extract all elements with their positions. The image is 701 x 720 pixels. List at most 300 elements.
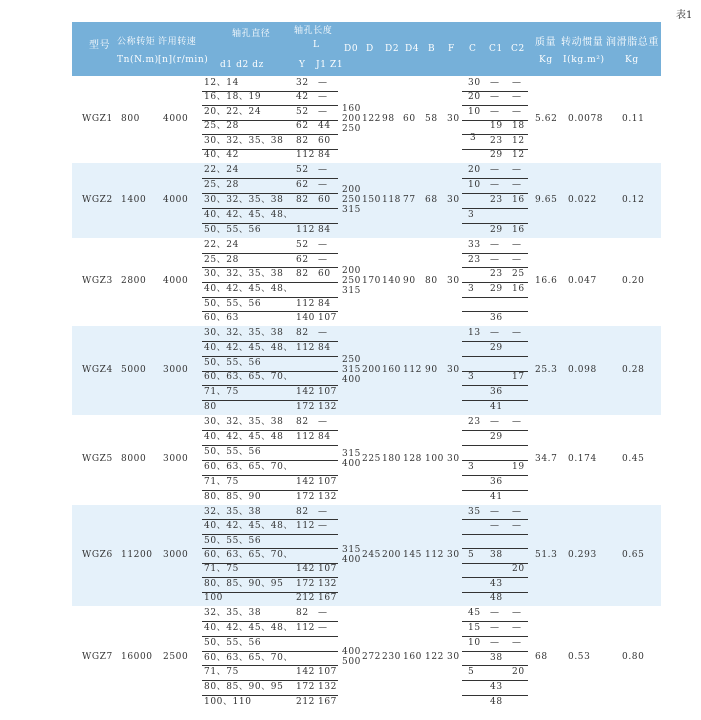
wgz5-row-4-Y: 142 — [296, 477, 315, 487]
wgz1-row-1-Y: 42 — [296, 92, 309, 103]
wgz2-row-4-J1: 84 — [318, 225, 331, 235]
wgz3-row-0-C1: — — [490, 239, 500, 250]
wgz5-row-0-C: 23 — [468, 417, 481, 427]
wgz3-row-5-J1: 107 — [318, 313, 337, 324]
wgz4-speed: 3000 — [163, 364, 189, 375]
wgz4-row-5-C1: 41 — [490, 402, 503, 413]
wgz7-row-4-d: 71、75 — [204, 667, 239, 678]
row-divider — [202, 385, 338, 386]
wgz3-row-2-C1: 23 — [490, 269, 503, 280]
wgz4-F: 30 — [447, 364, 460, 375]
wgz2-F: 30 — [447, 194, 460, 205]
wgz1-row-4-Y: 82 — [296, 135, 309, 146]
wgz3-row-3-C: 3 — [468, 283, 475, 294]
row-divider — [462, 445, 528, 446]
row-divider — [202, 208, 338, 209]
wgz6-row-1-d: 40、42、45、48、 — [204, 521, 294, 532]
wgz3-inertia: 0.047 — [568, 276, 597, 286]
wgz4-row-4-C1: 36 — [490, 387, 503, 398]
row-divider — [202, 519, 338, 520]
wgz7-row-5-d: 80、85、90、95 — [204, 682, 284, 693]
wgz1-D: 122 — [362, 113, 381, 124]
wgz1-row-3-C2: 18 — [512, 121, 525, 132]
wgz2-row-2-C2: 16 — [512, 195, 525, 205]
wgz7-row-2-C2: — — [512, 637, 522, 648]
wgz2-row-1-J1: — — [318, 180, 328, 190]
wgz1-row-4-d: 30、32、35、38 — [204, 135, 284, 146]
wgz6-F: 30 — [447, 549, 460, 560]
wgz6-row-5-Y: 172 — [296, 578, 315, 589]
wgz7-model: WGZ7 — [82, 652, 113, 662]
wgz2-D2: 118 — [382, 194, 401, 205]
wgz2-row-4-d: 50、55、56 — [204, 225, 262, 235]
wgz1-row-0-C: 30 — [468, 77, 481, 88]
row-divider — [202, 475, 338, 476]
wgz1-row-2-d: 20、22、24 — [204, 106, 262, 117]
wgz6-D0-0: 315 — [342, 544, 361, 555]
wgz1-F: 30 — [447, 113, 460, 124]
row-divider — [202, 193, 338, 194]
header-allowed-speed: 许用转速 — [158, 37, 197, 47]
wgz2-row-2-J1: 60 — [318, 195, 331, 205]
wgz5-row-5-d: 80、85、90 — [204, 492, 262, 502]
wgz3-row-0-C2: — — [512, 239, 522, 250]
wgz7-grease: 0.80 — [622, 652, 645, 662]
wgz3-row-2-C2: 25 — [512, 269, 525, 280]
wgz6-row-6-Y: 212 — [296, 593, 315, 604]
wgz2-D: 150 — [362, 194, 381, 205]
row-divider — [462, 356, 528, 357]
wgz4-D0-1: 315 — [342, 364, 361, 375]
wgz4-row-0-C1: — — [490, 327, 500, 338]
row-divider — [462, 208, 528, 209]
wgz1-inertia: 0.0078 — [568, 113, 604, 124]
header-C1: C1 — [489, 44, 503, 54]
wgz5-F: 30 — [447, 454, 460, 464]
wgz7-row-0-C1: — — [490, 607, 500, 618]
header-inertia-unit: I(kg.m²) — [563, 55, 605, 65]
wgz7-row-1-C2: — — [512, 622, 522, 633]
wgz4-row-1-Y: 112 — [296, 342, 315, 353]
wgz7-row-6-C1: 48 — [490, 697, 503, 708]
wgz3-row-5-C1: 36 — [490, 313, 503, 324]
wgz6-row-6-C1: 48 — [490, 593, 503, 604]
table-caption: 表1 — [676, 10, 693, 21]
wgz7-row-5-C1: 43 — [490, 682, 503, 693]
wgz4-row-4-J1: 107 — [318, 387, 337, 398]
wgz6-row-3-C: 5 — [468, 550, 475, 560]
wgz6-row-1-Y: 112 — [296, 521, 315, 532]
wgz1-row-0-C2: — — [512, 77, 522, 88]
wgz3-F: 30 — [447, 276, 460, 286]
row-divider — [462, 223, 528, 224]
wgz1-model: WGZ1 — [82, 113, 113, 124]
wgz3-row-2-Y: 82 — [296, 269, 309, 280]
wgz2-row-2-Y: 82 — [296, 195, 309, 205]
wgz7-row-4-C2: 20 — [512, 667, 525, 678]
wgz1-row-2-C: 10 — [468, 106, 481, 117]
header-D: D — [366, 44, 374, 54]
wgz2-row-0-C2: — — [512, 165, 522, 175]
wgz6-row-0-d: 32、35、38 — [204, 506, 262, 517]
row-divider — [462, 267, 528, 268]
wgz6-row-4-Y: 142 — [296, 564, 315, 575]
wgz2-row-4-Y: 112 — [296, 225, 315, 235]
wgz3-row-4-d: 50、55、56 — [204, 298, 262, 309]
wgz3-row-1-C2: — — [512, 254, 522, 265]
wgz1-D4: 60 — [403, 113, 416, 124]
wgz4-grease: 0.28 — [622, 364, 645, 375]
wgz6-row-0-C: 35 — [468, 506, 481, 517]
wgz3-row-2-d: 30、32、35、38 — [204, 269, 284, 280]
row-divider — [202, 577, 338, 578]
header-F: F — [448, 44, 455, 54]
wgz2-row-1-Y: 62 — [296, 180, 309, 190]
wgz3-row-0-d: 22、24 — [204, 239, 239, 250]
row-divider — [462, 460, 528, 461]
wgz6-grease: 0.65 — [622, 549, 645, 560]
wgz1-row-4-J1: 60 — [318, 135, 331, 146]
wgz3-row-5-d: 60、63 — [204, 313, 239, 324]
wgz3-row-4-J1: 84 — [318, 298, 331, 309]
wgz5-speed: 3000 — [163, 454, 189, 464]
wgz1-row-1-C: 20 — [468, 92, 481, 103]
row-divider — [462, 475, 528, 476]
wgz5-row-3-C: 3 — [468, 462, 475, 472]
row-divider — [462, 385, 528, 386]
wgz3-D2: 140 — [382, 276, 401, 286]
wgz7-row-6-d: 100、110 — [204, 697, 252, 708]
wgz7-row-3-d: 60、63、65、70、 — [204, 652, 294, 663]
wgz5-row-1-Y: 112 — [296, 432, 315, 442]
wgz5-row-0-Y: 82 — [296, 417, 309, 427]
wgz2-D4: 77 — [403, 194, 416, 205]
wgz3-grease: 0.20 — [622, 276, 645, 286]
wgz7-row-6-J1: 167 — [318, 697, 337, 708]
wgz1-row-5-C1: 29 — [490, 150, 503, 161]
wgz7-row-1-Y: 112 — [296, 622, 315, 633]
wgz1-row-0-d: 12、14 — [204, 77, 239, 88]
wgz7-row-2-d: 50、55、56 — [204, 637, 262, 648]
wgz1-row-2-C1: — — [490, 106, 500, 117]
wgz5-D0-1: 400 — [342, 459, 361, 469]
wgz4-row-4-Y: 142 — [296, 387, 315, 398]
wgz6-row-1-C2: — — [512, 521, 522, 532]
wgz6-inertia: 0.293 — [568, 549, 597, 560]
wgz3-row-1-C1: — — [490, 254, 500, 265]
wgz6-model: WGZ6 — [82, 549, 113, 560]
wgz5-row-4-J1: 107 — [318, 477, 337, 487]
row-divider — [202, 460, 338, 461]
wgz5-model: WGZ5 — [82, 454, 113, 464]
header-Y: Y — [299, 60, 306, 70]
wgz3-row-1-d: 25、28 — [204, 254, 239, 265]
wgz1-row-5-J1: 84 — [318, 150, 331, 161]
wgz5-inertia: 0.174 — [568, 454, 597, 464]
wgz5-row-1-J1: 84 — [318, 432, 331, 442]
row-divider — [462, 297, 528, 298]
wgz2-D0-0: 200 — [342, 184, 361, 195]
wgz5-row-3-C2: 19 — [512, 462, 525, 472]
wgz2-speed: 4000 — [163, 194, 189, 205]
row-divider — [202, 430, 338, 431]
row-divider — [462, 665, 528, 666]
row-divider — [462, 519, 528, 520]
header-D2: D2 — [385, 44, 400, 54]
row-divider — [202, 311, 338, 312]
wgz6-row-4-C2: 20 — [512, 564, 525, 575]
wgz2-row-4-C2: 16 — [512, 225, 525, 235]
wgz1-row-0-C1: — — [490, 77, 500, 88]
header-mass: 质量 — [535, 37, 557, 48]
wgz3-row-5-Y: 140 — [296, 313, 315, 324]
wgz5-mass: 34.7 — [535, 454, 558, 464]
header-d-columns: d1 d2 dz — [220, 60, 264, 70]
wgz5-B: 100 — [425, 454, 444, 464]
wgz7-row-1-C: 15 — [468, 622, 481, 633]
wgz1-row-1-C2: — — [512, 92, 522, 103]
wgz5-row-3-d: 60、63、65、70、 — [204, 462, 294, 472]
wgz3-row-4-Y: 112 — [296, 298, 315, 309]
wgz2-row-0-Y: 52 — [296, 165, 309, 175]
wgz2-row-1-C: 10 — [468, 180, 481, 190]
wgz1-row-1-d: 16、18、19 — [204, 92, 262, 103]
wgz3-row-0-J1: — — [318, 239, 328, 250]
row-divider — [462, 695, 528, 696]
wgz2-row-2-C1: 23 — [490, 195, 503, 205]
wgz4-inertia: 0.098 — [568, 364, 597, 375]
wgz7-row-4-C: 5 — [468, 667, 475, 678]
wgz7-row-1-J1: — — [318, 622, 328, 633]
wgz5-row-0-C1: — — [490, 417, 500, 427]
wgz2-row-0-d: 22、24 — [204, 165, 239, 175]
wgz6-row-5-J1: 132 — [318, 578, 337, 589]
wgz3-row-2-J1: 60 — [318, 269, 331, 280]
wgz1-row-3-J1: 44 — [318, 121, 331, 132]
wgz4-row-5-d: 80 — [204, 402, 217, 413]
wgz4-row-3-C: 3 — [468, 372, 475, 383]
wgz1-row-5-d: 40、42 — [204, 150, 239, 161]
wgz6-row-0-C1: — — [490, 506, 500, 517]
wgz1-torque: 800 — [121, 113, 140, 124]
row-divider — [202, 680, 338, 681]
wgz4-D2: 160 — [382, 364, 401, 375]
wgz2-row-0-C: 20 — [468, 165, 481, 175]
wgz3-mass: 16.6 — [535, 276, 558, 286]
header-B: B — [428, 44, 436, 54]
wgz1-row-3-d: 25、28 — [204, 121, 239, 132]
wgz1-D2: 98 — [382, 113, 395, 124]
wgz7-D: 272 — [362, 652, 381, 662]
wgz5-row-1-d: 40、42、45、48 — [204, 432, 284, 442]
wgz4-mass: 25.3 — [535, 364, 558, 375]
wgz7-row-0-C: 45 — [468, 607, 481, 618]
wgz3-row-1-J1: — — [318, 254, 328, 265]
wgz6-row-2-d: 50、55、56 — [204, 535, 262, 546]
wgz4-model: WGZ4 — [82, 364, 113, 375]
wgz4-row-5-Y: 172 — [296, 402, 315, 413]
row-divider — [202, 223, 338, 224]
wgz2-D0-2: 315 — [342, 204, 361, 215]
header-model: 型号 — [89, 40, 111, 51]
header-C: C — [469, 44, 477, 54]
wgz5-row-4-d: 71、75 — [204, 477, 239, 487]
wgz7-mass: 68 — [535, 652, 548, 662]
wgz6-row-4-d: 71、75 — [204, 564, 239, 575]
header-bore-length-L: L — [313, 40, 320, 50]
wgz2-D0-1: 250 — [342, 194, 361, 205]
wgz1-row-3-C1: 19 — [490, 121, 503, 132]
wgz6-row-0-J1: — — [318, 506, 328, 517]
wgz2-row-0-J1: — — [318, 165, 328, 175]
wgz2-row-3-C: 3 — [468, 210, 475, 220]
wgz6-row-5-C1: 43 — [490, 578, 503, 589]
wgz4-D: 200 — [362, 364, 381, 375]
row-divider — [462, 577, 528, 578]
row-divider — [462, 311, 528, 312]
wgz7-row-0-Y: 82 — [296, 607, 309, 618]
wgz4-row-1-d: 40、42、45、48、 — [204, 342, 294, 353]
wgz5-row-1-C1: 29 — [490, 432, 503, 442]
row-divider — [202, 490, 338, 491]
wgz7-B: 122 — [425, 652, 444, 662]
wgz4-row-0-J1: — — [318, 327, 328, 338]
wgz7-torque: 16000 — [121, 652, 153, 662]
wgz5-row-4-C1: 36 — [490, 477, 503, 487]
wgz1-row-1-J1: — — [318, 92, 328, 103]
wgz1-speed: 4000 — [163, 113, 189, 124]
wgz3-row-3-C2: 16 — [512, 283, 525, 294]
header-allowed-speed-unit: [n](r/min) — [158, 55, 209, 65]
wgz2-row-1-C1: — — [490, 180, 500, 190]
wgz1-D0-2: 250 — [342, 123, 361, 134]
wgz6-D4: 145 — [403, 549, 422, 560]
wgz7-row-3-C1: 38 — [490, 652, 503, 663]
wgz6-row-6-J1: 167 — [318, 593, 337, 604]
wgz4-row-1-J1: 84 — [318, 342, 331, 353]
wgz4-row-0-d: 30、32、35、38 — [204, 327, 284, 338]
wgz2-model: WGZ2 — [82, 194, 113, 205]
wgz1-row-4-C2: 12 — [512, 135, 525, 146]
wgz7-row-6-Y: 212 — [296, 697, 315, 708]
row-divider — [462, 178, 528, 179]
row-divider — [462, 548, 528, 549]
wgz1-row-5-Y: 112 — [296, 150, 315, 161]
header-J1Z1: J1 Z1 — [316, 60, 344, 70]
header-C2: C2 — [511, 44, 525, 54]
wgz5-torque: 8000 — [121, 454, 147, 464]
wgz5-row-0-d: 30、32、35、38 — [204, 417, 284, 427]
wgz1-row-1-C1: — — [490, 92, 500, 103]
wgz4-row-3-C2: 17 — [512, 372, 525, 383]
wgz1-mass: 5.62 — [535, 113, 558, 124]
wgz7-D2: 230 — [382, 652, 401, 662]
wgz2-row-0-C1: — — [490, 165, 500, 175]
wgz4-D0-2: 400 — [342, 374, 361, 385]
header-mass-unit: Kg — [539, 55, 553, 65]
wgz5-grease: 0.45 — [622, 454, 645, 464]
row-divider — [462, 400, 528, 401]
wgz7-row-4-J1: 107 — [318, 667, 337, 678]
wgz5-row-0-J1: — — [318, 417, 328, 427]
wgz2-row-3-d: 40、42、45、48、 — [204, 210, 294, 220]
wgz7-inertia: 0.53 — [568, 652, 591, 662]
wgz3-D4: 90 — [403, 276, 416, 286]
wgz1-row-2-Y: 52 — [296, 106, 309, 117]
header-bore-diameter: 轴孔直径 — [232, 29, 271, 39]
wgz1-grease: 0.11 — [622, 113, 645, 124]
row-divider — [462, 490, 528, 491]
wgz7-D0-0: 400 — [342, 647, 361, 657]
wgz7-row-5-Y: 172 — [296, 682, 315, 693]
header-inertia: 转动惯量 — [561, 37, 604, 48]
wgz1-row-5-C2: 12 — [512, 150, 525, 161]
wgz4-row-4-d: 71、75 — [204, 387, 239, 398]
wgz4-torque: 5000 — [121, 364, 147, 375]
wgz4-row-3-d: 60、63、65、70、 — [204, 372, 294, 383]
wgz4-B: 90 — [425, 364, 438, 375]
row-divider — [202, 695, 338, 696]
wgz7-row-0-d: 32、35、38 — [204, 607, 262, 618]
header-bore-length: 轴孔长度 — [294, 26, 333, 36]
row-divider — [202, 267, 338, 268]
wgz7-row-0-J1: — — [318, 607, 328, 618]
wgz5-D0-0: 315 — [342, 449, 361, 459]
wgz3-torque: 2800 — [121, 276, 147, 286]
row-divider — [202, 178, 338, 179]
header-rated-torque: 公称转矩 — [117, 37, 156, 47]
wgz7-F: 30 — [447, 652, 460, 662]
wgz6-D0-1: 400 — [342, 554, 361, 565]
wgz4-row-2-d: 50、55、56 — [204, 357, 262, 368]
row-divider — [202, 400, 338, 401]
wgz6-row-4-J1: 107 — [318, 564, 337, 575]
wgz3-row-1-C: 23 — [468, 254, 481, 265]
wgz4-row-1-C1: 29 — [490, 342, 503, 353]
wgz6-row-0-C2: — — [512, 506, 522, 517]
wgz6-row-1-C1: — — [490, 521, 500, 532]
wgz6-row-3-C1: 38 — [490, 550, 503, 560]
wgz5-row-5-Y: 172 — [296, 492, 315, 502]
wgz6-speed: 3000 — [163, 549, 189, 560]
wgz2-torque: 1400 — [121, 194, 147, 205]
wgz3-D0-2: 315 — [342, 286, 361, 296]
wgz6-mass: 51.3 — [535, 549, 558, 560]
wgz5-row-2-d: 50、55、56 — [204, 447, 262, 457]
wgz7-speed: 2500 — [163, 652, 189, 662]
wgz2-row-2-d: 30、32、35、38 — [204, 195, 284, 205]
wgz1-B: 58 — [425, 113, 438, 124]
header-rated-torque-unit: Tn(N.m) — [117, 55, 159, 65]
wgz7-row-2-C: 10 — [468, 637, 481, 648]
wgz6-D: 245 — [362, 549, 381, 560]
wgz4-D4: 112 — [403, 364, 422, 375]
wgz3-B: 80 — [425, 276, 438, 286]
row-divider — [462, 430, 528, 431]
wgz1-C-mid: 3 — [470, 133, 477, 144]
wgz3-speed: 4000 — [163, 276, 189, 286]
wgz1-row-2-C2: — — [512, 106, 522, 117]
wgz3-D0-1: 250 — [342, 276, 361, 286]
wgz1-row-0-Y: 32 — [296, 77, 309, 88]
wgz2-inertia: 0.022 — [568, 194, 597, 205]
wgz7-D0-1: 500 — [342, 657, 361, 667]
wgz6-row-0-Y: 82 — [296, 506, 309, 517]
wgz2-B: 68 — [425, 194, 438, 205]
wgz7-row-0-C2: — — [512, 607, 522, 618]
header-D0: D0 — [344, 44, 359, 54]
wgz5-D2: 180 — [382, 454, 401, 464]
